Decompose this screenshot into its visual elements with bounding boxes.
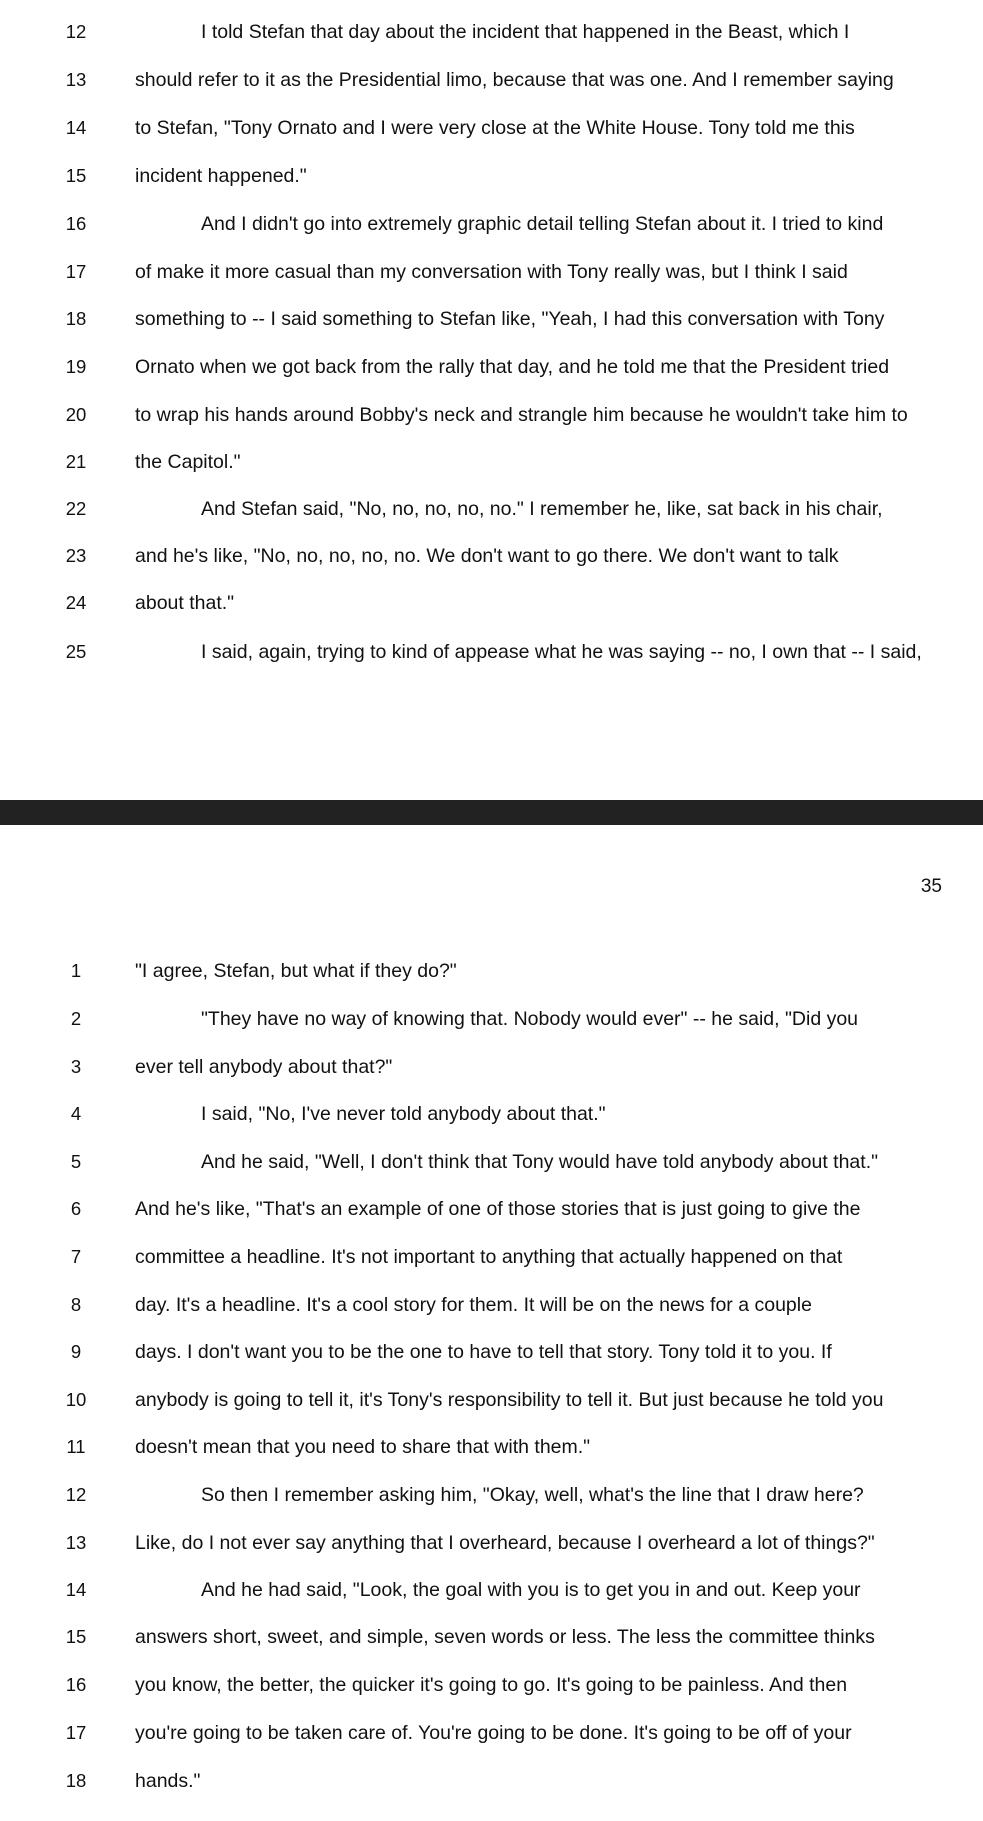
transcript-line: [0, 257, 983, 287]
line-text: And I didn't go into extremely graphic detail telling Stefan about it. I tried to kind: [201, 213, 884, 235]
line-number: 5: [70, 1151, 82, 1172]
transcript-line: [0, 1147, 983, 1177]
transcript-line: [0, 1766, 983, 1796]
line-text: I told Stefan that day about the incident that happened in the Beast, which I: [201, 21, 850, 43]
transcript-line: [0, 1718, 983, 1748]
line-number: 15: [65, 1626, 87, 1647]
line-number: 24: [65, 592, 87, 613]
line-number: 17: [65, 1722, 87, 1743]
transcript-line: [0, 1004, 983, 1034]
line-text: "They have no way of knowing that. Nobody would ever" -- he said, "Did you: [201, 1008, 859, 1030]
line-number: 13: [65, 69, 87, 90]
transcript-line: [0, 113, 983, 143]
line-number: 12: [65, 1484, 87, 1505]
line-text: days. I don't want you to be the one to have to tell that story. Tony told it to you. If: [135, 1341, 832, 1363]
line-text: of make it more casual than my conversation with Tony really was, but I think I said: [135, 261, 848, 283]
line-text: day. It's a headline. It's a cool story for them. It will be on the news for a couple: [135, 1294, 812, 1316]
line-text: about that.": [135, 592, 235, 614]
page-divider: [0, 800, 983, 825]
transcript-line: [0, 400, 983, 430]
transcript-line: [0, 1194, 983, 1224]
line-text: should refer to it as the Presidential limo, because that was one. And I remember saying: [135, 69, 894, 91]
line-number: 25: [65, 641, 87, 662]
transcript-line: [0, 1528, 983, 1558]
line-text: And he's like, "That's an example of one of those stories that is just going to give the: [135, 1198, 861, 1220]
transcript-line: [0, 1052, 983, 1082]
line-text: And he had said, "Look, the goal with you is to get you in and out. Keep your: [201, 1579, 861, 1601]
line-number: 18: [65, 308, 87, 329]
line-text: to wrap his hands around Bobby's neck and strangle him because he wouldn't take him to: [135, 404, 908, 426]
transcript-line: [0, 1480, 983, 1510]
line-text: committee a headline. It's not important to anything that actually happened on that: [135, 1246, 843, 1268]
transcript-line: [0, 1099, 983, 1129]
line-text: And he said, "Well, I don't think that Tony would have told anybody about that.": [201, 1151, 879, 1173]
page-number: 35: [920, 876, 942, 897]
transcript-line: [0, 637, 983, 667]
line-number: 16: [65, 1674, 87, 1695]
line-text: hands.": [135, 1770, 201, 1792]
line-text: ever tell anybody about that?": [135, 1056, 393, 1078]
transcript-line: [0, 1432, 983, 1462]
line-number: 14: [65, 117, 87, 138]
line-number: 21: [65, 451, 87, 472]
line-text: anybody is going to tell it, it's Tony's responsibility to tell it. But just because he told you: [135, 1389, 884, 1411]
line-number: 11: [66, 1436, 86, 1457]
line-number: 22: [65, 498, 87, 519]
line-text: "I agree, Stefan, but what if they do?": [135, 960, 457, 982]
transcript-line: [0, 352, 983, 382]
line-number: 8: [70, 1294, 82, 1315]
transcript-line: [0, 1575, 983, 1605]
line-text: and he's like, "No, no, no, no, no. We don't want to go there. We don't want to talk: [135, 545, 839, 567]
transcript-line: [0, 1337, 983, 1367]
line-text: incident happened.": [135, 165, 307, 187]
line-text: something to -- I said something to Stefan like, "Yeah, I had this conversation with Tony: [135, 308, 885, 330]
line-number: 18: [65, 1770, 87, 1791]
line-number: 15: [65, 165, 87, 186]
line-text: you know, the better, the quicker it's going to go. It's going to be painless. And then: [135, 1674, 848, 1696]
transcript-line: [0, 304, 983, 334]
transcript-line: [0, 956, 983, 986]
transcript-line: [0, 1242, 983, 1272]
line-text: So then I remember asking him, "Okay, well, what's the line that I draw here?: [201, 1484, 864, 1506]
line-number: 12: [65, 21, 87, 42]
line-text: to Stefan, "Tony Ornato and I were very close at the White House. Tony told me this: [135, 117, 855, 139]
transcript-line: [0, 161, 983, 191]
transcript-line: [0, 65, 983, 95]
line-text: Like, do I not ever say anything that I overheard, because I overheard a lot of things?": [135, 1532, 875, 1554]
line-number: 16: [65, 213, 87, 234]
transcript-line: [0, 541, 983, 571]
line-number: 2: [70, 1008, 82, 1029]
line-number: 17: [65, 261, 87, 282]
line-text: I said, "No, I've never told anybody about that.": [201, 1103, 606, 1125]
transcript-line: [0, 17, 983, 47]
line-number: 4: [70, 1103, 82, 1124]
transcript-line: [0, 1385, 983, 1415]
transcript-line: [0, 588, 983, 618]
transcript-line: [0, 494, 983, 524]
transcript-line: [0, 1670, 983, 1700]
transcript-line: [0, 447, 983, 477]
line-number: 7: [70, 1246, 82, 1267]
transcript-line: [0, 1290, 983, 1320]
transcript-page-top: [0, 0, 983, 800]
line-number: 23: [65, 545, 87, 566]
line-number: 9: [70, 1341, 82, 1362]
line-number: 19: [65, 356, 87, 377]
line-number: 1: [70, 960, 82, 981]
line-number: 6: [70, 1198, 82, 1219]
line-text: I said, again, trying to kind of appease what he was saying -- no, I own that -- I said,: [201, 641, 922, 663]
transcript-page-bottom: [0, 825, 983, 1821]
line-text: the Capitol.": [135, 451, 241, 473]
line-number: 10: [65, 1389, 87, 1410]
line-text: answers short, sweet, and simple, seven words or less. The less the committee thinks: [135, 1626, 875, 1648]
line-number: 20: [65, 404, 87, 425]
transcript-line: [0, 209, 983, 239]
line-number: 13: [65, 1532, 87, 1553]
transcript-line: [0, 1622, 983, 1652]
line-number: 14: [65, 1579, 87, 1600]
line-text: And Stefan said, "No, no, no, no, no." I remember he, like, sat back in his chair,: [201, 498, 883, 520]
line-text: Ornato when we got back from the rally that day, and he told me that the President tried: [135, 356, 890, 378]
line-text: you're going to be taken care of. You're going to be done. It's going to be off of your: [135, 1722, 852, 1744]
line-number: 3: [70, 1056, 82, 1077]
line-text: doesn't mean that you need to share that with them.": [135, 1436, 591, 1458]
